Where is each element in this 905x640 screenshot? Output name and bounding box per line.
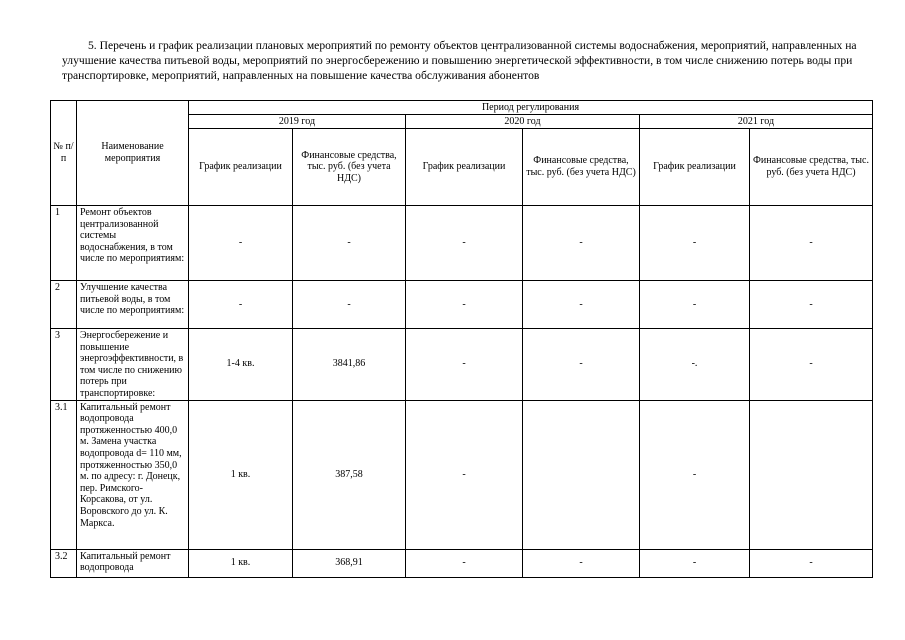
header-schedule-2019: График реализации xyxy=(189,129,293,206)
table-row xyxy=(51,400,873,549)
header-num: № п/п xyxy=(51,101,77,206)
row-name: Энергосбережение и повышение энергоэффективности, в том числе по снижению потерь при транспортировке: xyxy=(77,329,189,401)
row-cell xyxy=(750,400,873,549)
row-name: Улучшение качества питьевой воды, в том числе по мероприятиям: xyxy=(77,281,189,329)
row-num: 3.2 xyxy=(51,549,77,577)
plan-table xyxy=(50,100,873,578)
table-row xyxy=(51,549,873,577)
row-cell: - xyxy=(293,206,406,281)
table-row xyxy=(51,329,873,401)
row-num: 3 xyxy=(51,329,77,401)
header-name: Наименование мероприятия xyxy=(77,101,189,206)
row-cell: 1-4 кв. xyxy=(189,329,293,401)
table-row xyxy=(51,281,873,329)
row-num: 2 xyxy=(51,281,77,329)
row-cell: - xyxy=(750,549,873,577)
header-funds-2021: Финансовые средства, тыс. руб. (без учета НДС) xyxy=(750,129,873,206)
header-year-2019: 2019 год xyxy=(189,115,406,129)
row-num: 1 xyxy=(51,206,77,281)
row-cell: 1 кв. xyxy=(189,400,293,549)
row-cell: - xyxy=(189,206,293,281)
table-row xyxy=(51,206,873,281)
row-cell: - xyxy=(640,206,750,281)
row-cell: 1 кв. xyxy=(189,549,293,577)
row-cell: - xyxy=(523,206,640,281)
header-schedule-2021: График реализации xyxy=(640,129,750,206)
row-cell xyxy=(523,400,640,549)
row-num: 3.1 xyxy=(51,400,77,549)
row-cell: - xyxy=(523,329,640,401)
row-cell: - xyxy=(406,206,523,281)
row-cell: 368,91 xyxy=(293,549,406,577)
header-funds-2019: Финансовые средства, тыс. руб. (без учета НДС) xyxy=(293,129,406,206)
row-cell: - xyxy=(640,281,750,329)
row-cell: 3841,86 xyxy=(293,329,406,401)
intro-paragraph: 5. Перечень и график реализации плановых мероприятий по ремонту объектов централизованной системы водоснабжения, мероприятий, направленных на улучшение качества питьевой воды, мероприятий по энергосбережению и повышению энергетической эффективности, в том числе снижению потерь воды при транспортировке, мероприятий, направленных на повышение качества обслуживания абонентов xyxy=(62,39,857,82)
row-name: Капитальный ремонт водопровода протяженностью 400,0 м. Замена участка водопровода d= 110 мм, протяженностью 350,0 м. по адресу: г. Донецк, пер. Римского-Корсакова, от ул. Воровского до ул. К. Маркса. xyxy=(77,400,189,549)
header-year-2020: 2020 год xyxy=(406,115,640,129)
row-cell: - xyxy=(406,400,523,549)
header-funds-2020: Финансовые средства, тыс. руб. (без учета НДС) xyxy=(523,129,640,206)
row-cell: - xyxy=(750,329,873,401)
row-cell: - xyxy=(750,281,873,329)
row-cell: - xyxy=(640,400,750,549)
row-cell: -. xyxy=(640,329,750,401)
header-schedule-2020: График реализации xyxy=(406,129,523,206)
header-year-2021: 2021 год xyxy=(640,115,873,129)
header-row-period xyxy=(51,101,873,115)
row-name: Капитальный ремонт водопровода xyxy=(77,549,189,577)
row-cell: - xyxy=(293,281,406,329)
row-cell: - xyxy=(750,206,873,281)
row-cell: - xyxy=(523,281,640,329)
row-cell: - xyxy=(640,549,750,577)
row-cell: - xyxy=(523,549,640,577)
row-cell: - xyxy=(406,329,523,401)
row-cell: 387,58 xyxy=(293,400,406,549)
row-cell: - xyxy=(406,281,523,329)
row-cell: - xyxy=(406,549,523,577)
header-period: Период регулирования xyxy=(189,101,873,115)
row-cell: - xyxy=(189,281,293,329)
row-name: Ремонт объектов централизованной системы водоснабжения, в том числе по мероприятиям: xyxy=(77,206,189,281)
